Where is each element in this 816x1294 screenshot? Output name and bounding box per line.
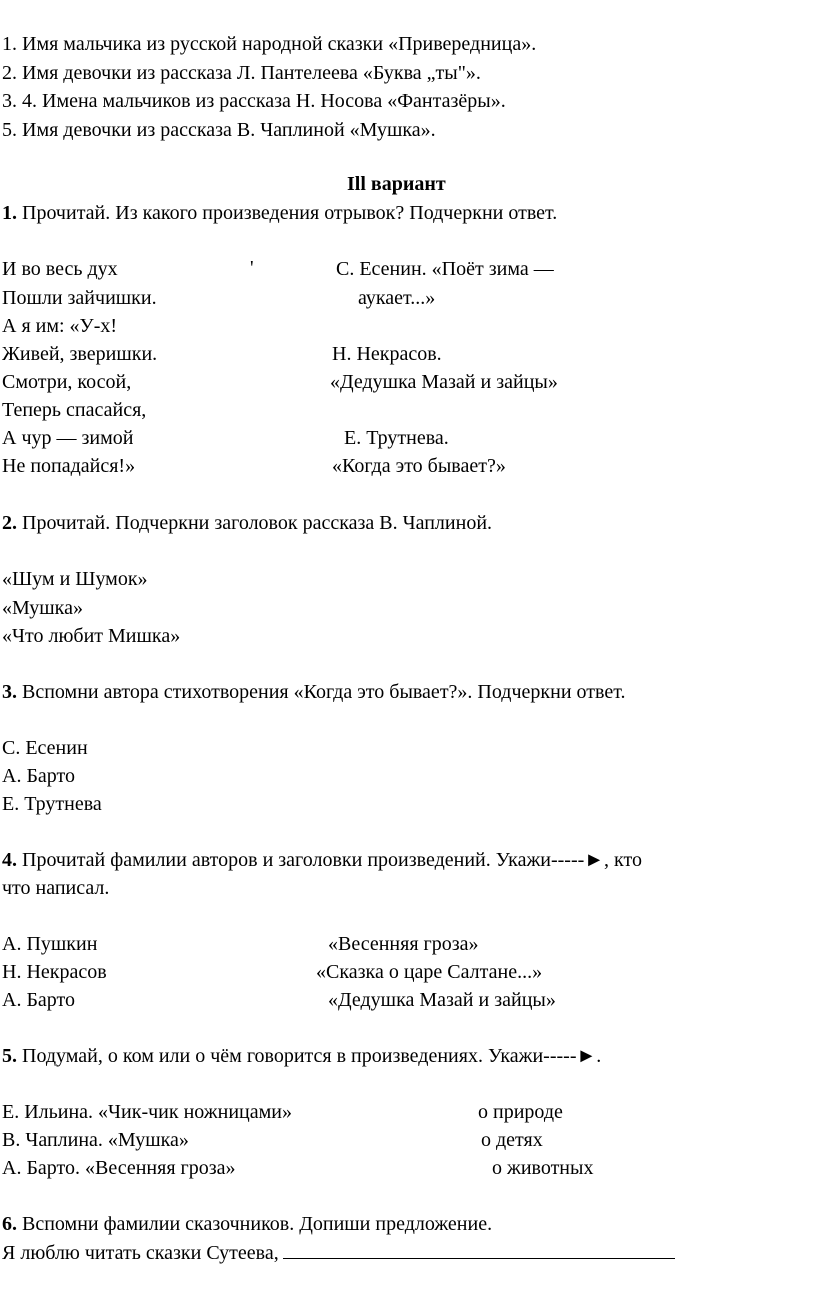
question-text: Прочитай фамилии авторов и заголовки произведений. Укажи-----►, кто [17, 849, 642, 871]
question-6 [2, 1212, 492, 1236]
option-item: «Шум и Шумок» [2, 568, 148, 590]
poem-line: Теперь спасайся, [2, 399, 147, 421]
author-item: А. Барто [2, 989, 76, 1011]
question-text: Вспомни автора стихотворения «Когда это бывает?». Подчеркни ответ. [17, 681, 626, 703]
option-item: «Мушка» [2, 597, 83, 619]
topic-item: о детях [481, 1129, 543, 1151]
question-number: 1. [2, 202, 17, 224]
title-item: «Весенняя гроза» [328, 933, 479, 955]
question-4 [2, 848, 642, 872]
intro-item-2: 2. Имя девочки из рассказа Л. Пантелеева «Буква „ты"». [2, 62, 481, 84]
work-item: А. Барто. «Весенняя гроза» [2, 1157, 236, 1179]
variant-title: Ill вариант [347, 173, 446, 195]
option-nekrasov: Н. Некрасов. [332, 343, 442, 365]
question-number: 6. [2, 1213, 17, 1235]
option-esenin: С. Есенин. «Поёт зима — [336, 258, 554, 280]
topic-item: о животных [492, 1157, 594, 1179]
sentence-text: Я люблю читать сказки Сутеева, [2, 1242, 279, 1264]
poem-line: Смотри, косой, [2, 371, 132, 393]
question-number: 4. [2, 849, 17, 871]
topic-item: о природе [478, 1101, 563, 1123]
author-item: А. Пушкин [2, 933, 98, 955]
question-text-cont: что написал. [2, 877, 110, 899]
work-item: В. Чаплина. «Мушка» [2, 1129, 189, 1151]
intro-item-4: 5. Имя девочки из рассказа В. Чаплиной «Мушка». [2, 119, 436, 141]
poem-line: А чур — зимой [2, 427, 134, 449]
poem-line: А я им: «У-х! [2, 315, 118, 337]
option-item: «Что любит Мишка» [2, 625, 181, 647]
option-item: С. Есенин [2, 737, 88, 759]
intro-item-3: 3. 4. Имена мальчиков из рассказа Н. Носова «Фантазёры». [2, 90, 506, 112]
answer-blank-line[interactable] [283, 1240, 675, 1259]
question-text: Прочитай. Подчеркни заголовок рассказа В. Чаплиной. [17, 512, 493, 534]
question-5 [2, 1044, 601, 1068]
option-nekrasov-title: «Дедушка Мазай и зайцы» [330, 371, 558, 393]
option-trutneva: Е. Трутнева. [344, 427, 449, 449]
question-3 [2, 680, 625, 704]
title-item: «Дедушка Мазай и зайцы» [328, 989, 556, 1011]
title-item: «Сказка о царе Салтане...» [316, 961, 543, 983]
author-item: Н. Некрасов [2, 961, 107, 983]
option-esenin-cont: аукает...» [358, 287, 436, 309]
intro-item-1: 1. Имя мальчика из русской народной сказки «Привередница». [2, 33, 537, 55]
poem-line: Пошли зайчишки. [2, 287, 157, 309]
option-item: А. Барто [2, 765, 76, 787]
question-number: 2. [2, 512, 17, 534]
work-item: Е. Ильина. «Чик-чик ножницами» [2, 1101, 292, 1123]
question-number: 3. [2, 681, 17, 703]
option-trutneva-title: «Когда это бывает?» [332, 455, 506, 477]
question-text: Прочитай. Из какого произведения отрывок? Подчеркни ответ. [17, 202, 558, 224]
poem-line: Живей, зверишки. [2, 343, 158, 365]
poem-line: И во весь дух [2, 258, 118, 280]
question-number: 5. [2, 1045, 17, 1067]
question-text: Подумай, о ком или о чём говорится в произведениях. Укажи-----►. [17, 1045, 602, 1067]
fill-in-sentence [2, 1240, 675, 1265]
poem-line: Не попадайся!» [2, 455, 136, 477]
question-1 [2, 201, 557, 225]
question-2 [2, 511, 492, 535]
option-item: Е. Трутнева [2, 793, 102, 815]
stray-mark: ' [250, 257, 254, 279]
question-text: Вспомни фамилии сказочников. Допиши предложение. [17, 1213, 493, 1235]
